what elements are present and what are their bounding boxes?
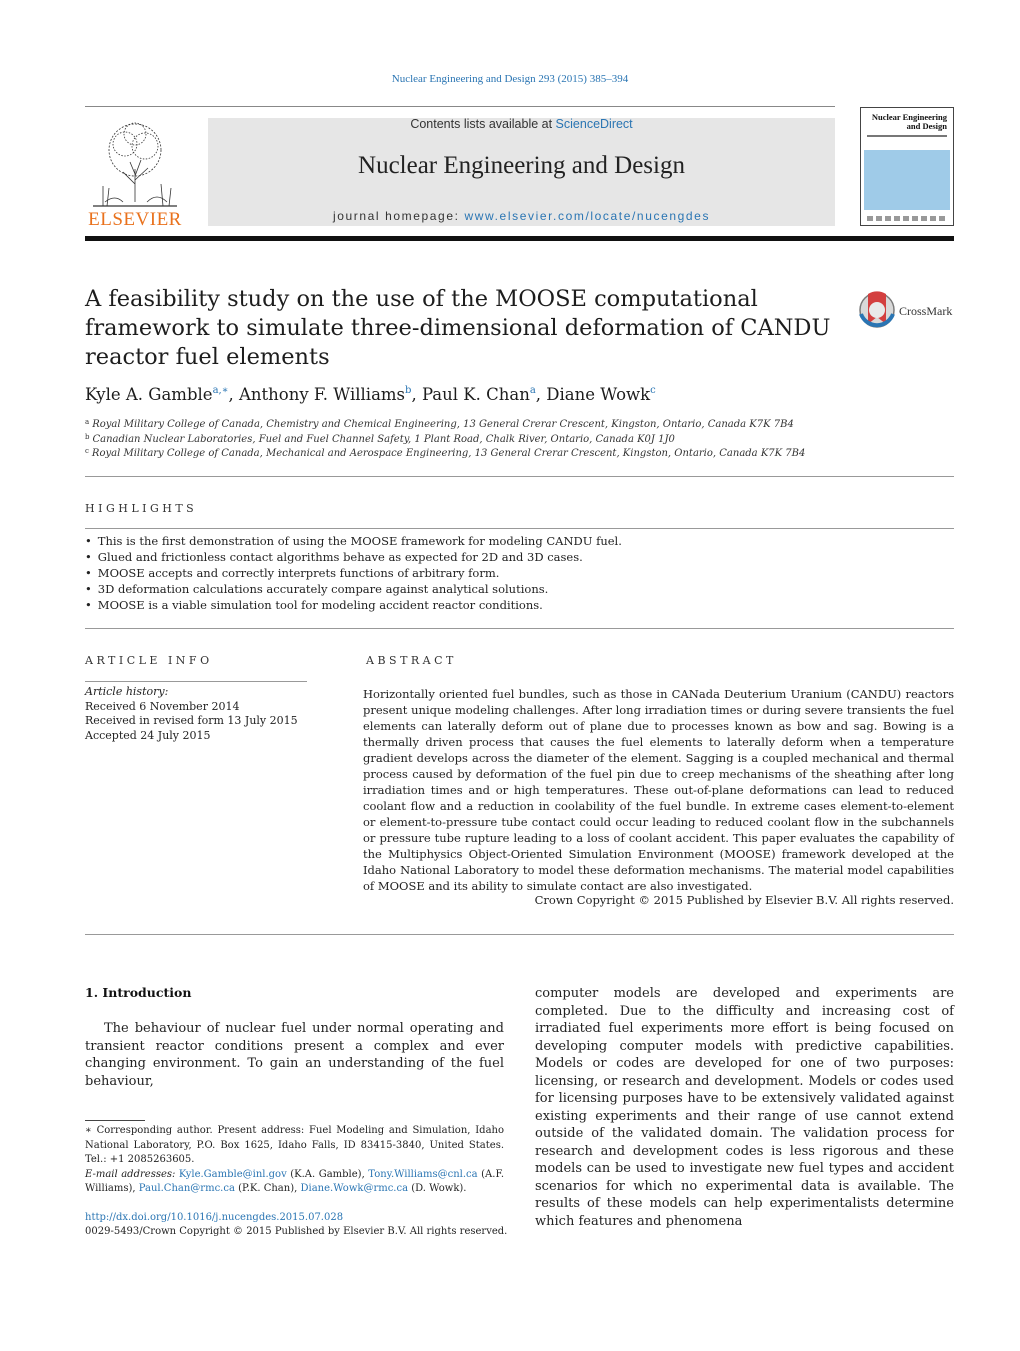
highlights-heading: HIGHLIGHTS xyxy=(85,502,198,515)
abstract-body: Horizontally oriented fuel bundles, such as those in CANada Deuterium Uranium (CANDU) reactors present unique modeling challenges. After long irradiation times or during severe transients the fuel elements can laterally deform out of plane due to processes known as bow and sag. Bowing is a thermally driven process that causes the fuel elements to laterally deform when a temperature gradient develops across the diameter of the element. Sagging is a coupled mechanical and thermal process caused by deformation of the fuel pin due to creep mechanisms of the sheathing after long irradiation times and or high temperatures. These out-of-plane deformations can lead to reduced coolant flow and a reduction in coolability of the fuel bundle. In extreme cases element-to-element or element-to-pressure tube contact could occur leading to reduced coolant flow in the subchannels or pressure tube rupture leading to a loss of coolant accident. This paper evaluates the capability of the Multiphysics Object-Oriented Simulation Environment (MOOSE) framework developed at the Idaho National Laboratory to model these deformation mechanisms. The material model capabilities of MOOSE and its ability to simulate contact are also investigated. xyxy=(363,687,954,893)
email-label: E-mail addresses: xyxy=(85,1168,176,1180)
email-addresses xyxy=(85,1168,504,1197)
accepted-date: Accepted 24 July 2015 xyxy=(85,728,211,742)
revised-date: Received in revised form 13 July 2015 xyxy=(85,714,298,727)
article-info-rule xyxy=(85,681,307,682)
issn-copyright: 0029-5493/Crown Copyright © 2015 Published by Elsevier B.V. All rights reserved. xyxy=(85,1226,508,1237)
article-history xyxy=(85,685,307,743)
highlight-item: • 3D deformation calculations accurately compare against analytical solutions. xyxy=(85,581,954,597)
affiliation xyxy=(85,418,794,430)
introduction-right-column: computer models are developed and experiments are completed. Due to the difficulty and increasing cost of irradiated fuel experiments more effort is being focused on developing computer models with predictive capabilities. Models or codes are developed for one of two purposes: licensing, or research and development. Models or codes used for licensing purposes have to be extensively validated against existing experiments and their range of use cannot extend outside of the validated domain. The validation process for research and development codes is less rigorous and these models can be used to investigate new fuel types and accident scenarios for which no experimental data is available. The results of these models can help experimentalists determine which features and phenomena xyxy=(535,986,954,1229)
journal-name: Nuclear Engineering and Design xyxy=(358,152,685,179)
affiliation xyxy=(85,433,675,445)
author-affil-mark[interactable]: b xyxy=(405,385,412,396)
journal-citation[interactable]: Nuclear Engineering and Design 293 (2015) 385–394 xyxy=(391,73,629,85)
author-name[interactable]: Anthony F. Williams xyxy=(239,385,406,404)
section-divider xyxy=(85,934,954,935)
email-owner: (D. Wowk). xyxy=(411,1183,467,1194)
contents-prefix: Contents lists available at xyxy=(410,117,556,131)
highlight-item: • Glued and frictionless contact algorithms behave as expected for 2D and 3D cases. xyxy=(85,549,954,565)
email-link[interactable]: Diane.Wowk@rmc.ca xyxy=(300,1183,409,1194)
email-owner: (K.A. Gamble), xyxy=(290,1168,365,1180)
received-date: Received 6 November 2014 xyxy=(85,699,240,713)
introduction-left-column: The behaviour of nuclear fuel under normal operating and transient reactor conditions present a complex and ever changing environment. To gain an understanding of the fuel behaviour, xyxy=(85,1021,504,1089)
sciencedirect-link[interactable]: ScienceDirect xyxy=(555,117,633,131)
history-label: Article history: xyxy=(85,685,169,698)
header-rule xyxy=(85,106,835,107)
abstract-heading: ABSTRACT xyxy=(366,654,457,667)
author-list: Kyle A. Gamble$^{a,∗}$, Anthony F. Williams$^b$, Paul K. Chan$^a$, Diane Wowk$^c$ xyxy=(85,385,656,404)
article-info-heading: ARTICLE INFO xyxy=(85,654,213,667)
email-link[interactable]: Kyle.Gamble@inl.gov xyxy=(178,1168,287,1180)
author-affil-mark[interactable]: a,∗ xyxy=(212,385,229,396)
affiliation-mark: c xyxy=(85,447,89,455)
email-link[interactable]: Paul.Chan@rmc.ca xyxy=(138,1183,235,1194)
crossmark-label[interactable]: CrossMark xyxy=(899,304,953,318)
affiliation-mark: a xyxy=(85,418,90,426)
highlights-list xyxy=(85,533,954,613)
cover-panel xyxy=(864,150,950,210)
cover-footer xyxy=(867,216,947,221)
doi-link[interactable]: http://dx.doi.org/10.1016/j.nucengdes.2015.07.028 xyxy=(85,1212,344,1223)
journal-cover-thumbnail[interactable] xyxy=(860,107,954,226)
highlight-item: • This is the first demonstration of using the MOOSE framework for modeling CANDU fuel. xyxy=(85,533,954,549)
footnote-rule xyxy=(85,1120,145,1121)
header-thick-rule xyxy=(85,236,954,241)
affiliation-text: Royal Military College of Canada, Chemistry and Chemical Engineering, 13 General Crerar Crescent, Kingston, Ontario, Canada K7K 7B4 xyxy=(92,419,794,430)
email-link[interactable]: Tony.Williams@cnl.ca xyxy=(368,1168,478,1180)
author-name[interactable]: Paul K. Chan xyxy=(421,385,530,404)
email-owner: (A.F. Williams), xyxy=(85,1168,505,1194)
affiliation-text: Canadian Nuclear Laboratories, Fuel and Fuel Channel Safety, 1 Plant Road, Chalk River, Ontario, Canada K0J 1J0 xyxy=(92,434,675,445)
homepage-link[interactable]: www.elsevier.com/locate/nucengdes xyxy=(464,209,711,223)
abstract-copyright: Crown Copyright © 2015 Published by Elsevier B.V. All rights reserved. xyxy=(534,893,954,907)
highlight-item: • MOOSE accepts and correctly interprets functions of arbitrary form. xyxy=(85,565,954,581)
contents-line xyxy=(208,117,835,131)
author-affil-mark[interactable]: c xyxy=(650,385,656,396)
elsevier-wordmark: ELSEVIER xyxy=(88,209,182,230)
homepage-prefix: journal homepage: xyxy=(332,209,465,223)
section-divider xyxy=(85,628,954,629)
article-title: A feasibility study on the use of the MOOSE computational framework to simulate three-dimensional deformation of CANDU reactor fuel elements xyxy=(85,286,831,370)
cover-title: Nuclear Engineering and Design xyxy=(871,112,947,131)
corresponding-author-footnote xyxy=(85,1124,504,1197)
introduction-heading: 1. Introduction xyxy=(85,985,192,1000)
corresponding-author-note: ∗ Corresponding author. Present address: Fuel Modeling and Simulation, Idaho National Laboratory, P.O. Box 1625, Idaho Falls, ID 83415-3840, United States. Tel.: +1 2085263605. xyxy=(85,1125,504,1165)
highlights-rule xyxy=(85,528,954,529)
affiliation xyxy=(85,447,805,459)
journal-homepage xyxy=(208,209,835,223)
affiliation-text: Royal Military College of Canada, Mechanical and Aerospace Engineering, 13 General Crerar Crescent, Kingston, Ontario, Canada K7K 7B4 xyxy=(91,448,806,459)
author-name[interactable]: Kyle A. Gamble xyxy=(85,385,213,404)
author-affil-mark[interactable]: a xyxy=(529,385,536,396)
affiliation-mark: b xyxy=(85,433,90,441)
author-name[interactable]: Diane Wowk xyxy=(546,385,651,404)
highlight-item: • MOOSE is a viable simulation tool for modeling accident reactor conditions. xyxy=(85,597,954,613)
section-divider xyxy=(85,476,954,477)
cover-rule xyxy=(867,135,947,137)
email-owner: (P.K. Chan), xyxy=(238,1183,298,1194)
